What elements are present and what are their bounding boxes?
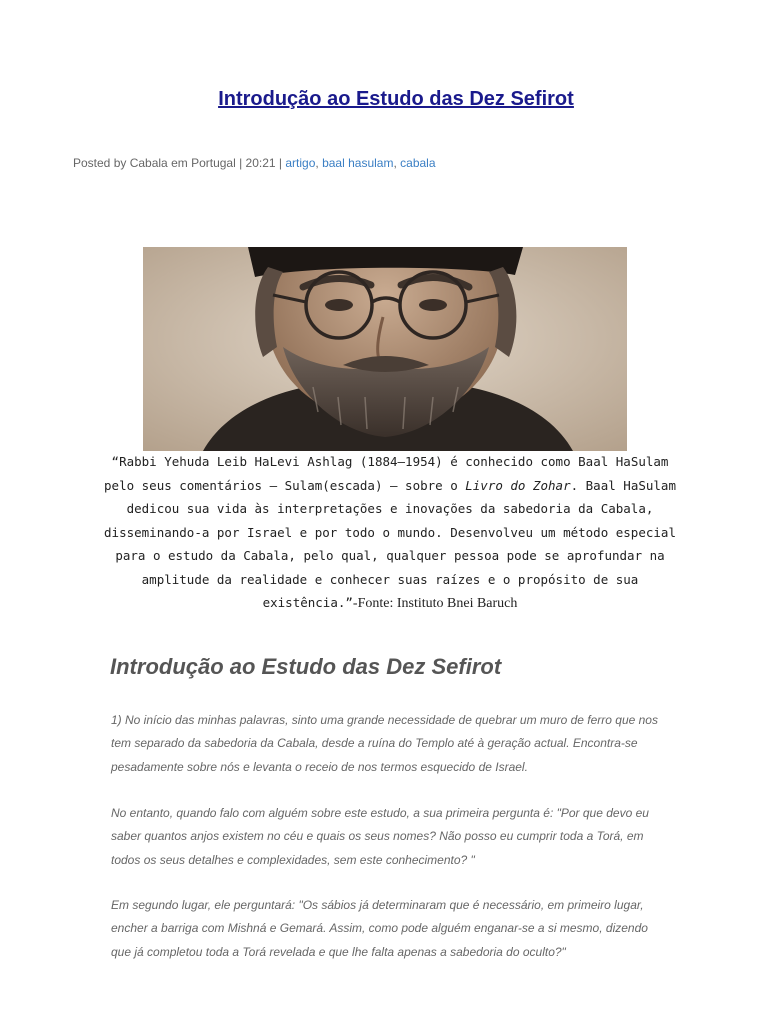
caption-text-cont: . Baal HaSulam dedicou sua vida às interpretações e inovações da sabedoria da Cabala, disseminando-a por Israel e por todo o mundo. Desenvolveu um método especial para o estudo da Cabala, pelo qual, qualquer pessoa pode se aprofundar na amplitude da realidade e conhecer suas raízes e o propósito de sua existência.” — [104, 477, 676, 610]
post-meta — [73, 156, 436, 170]
tag-separator: , — [315, 156, 323, 170]
tag-link-cabala[interactable]: cabala — [400, 156, 436, 170]
tag-link-baal-hasulam[interactable]: baal hasulam — [322, 156, 394, 170]
portrait-image — [143, 247, 627, 451]
post-title-link[interactable]: Introdução ao Estudo das Dez Sefirot — [218, 88, 574, 110]
article-paragraph: Em segundo lugar, ele perguntará: "Os sábios já determinaram que é necessário, em primeiro lugar, encher a barriga com Mishná e Gemará. Assim, como pode alguém enganar-se a si mesmo, dizendo que já completou toda a Torá revelada e que lhe falta apenas a sabedoria do oculto?" — [111, 898, 648, 959]
article-paragraph: No entanto, quando falo com alguém sobre este estudo, a sua primeira pergunta é: "Por que devo eu saber quantos anjos existem no céu e quais os seus nomes? Não posso eu cumprir toda a Torá, em todos os seus detalhes e complexidades, sem este conhecimento? " — [111, 806, 649, 867]
tag-link-artigo[interactable]: artigo — [285, 156, 316, 170]
post-meta-byline: Posted by Cabala em Portugal | 20:21 | — [73, 156, 286, 170]
photo-caption — [100, 450, 680, 616]
caption-book-title: Livro do Zohar — [465, 477, 571, 493]
caption-source: -Fonte: Instituto Bnei Baruch — [352, 596, 518, 611]
caption-text: “Rabbi Yehuda Leib HaLevi Ashlag (1884–1954) é conhecido como Baal HaSulam pelo seus comentários – Sulam(escada) – sobre o — [104, 454, 669, 493]
post-title — [0, 88, 768, 111]
article-paragraph: 1) No início das minhas palavras, sinto uma grande necessidade de quebrar um muro de ferro que nos tem separado da sabedoria da Cabala, desde a ruína do Templo até à geração actual. Encontra-se pesadamente sobre nós e levanta o receio de nos termos esquecido de Israel. — [111, 713, 658, 774]
article-heading: Introdução ao Estudo das Dez Sefirot — [110, 654, 502, 679]
portrait-photo — [143, 247, 627, 451]
tag-separator: , — [393, 156, 401, 170]
